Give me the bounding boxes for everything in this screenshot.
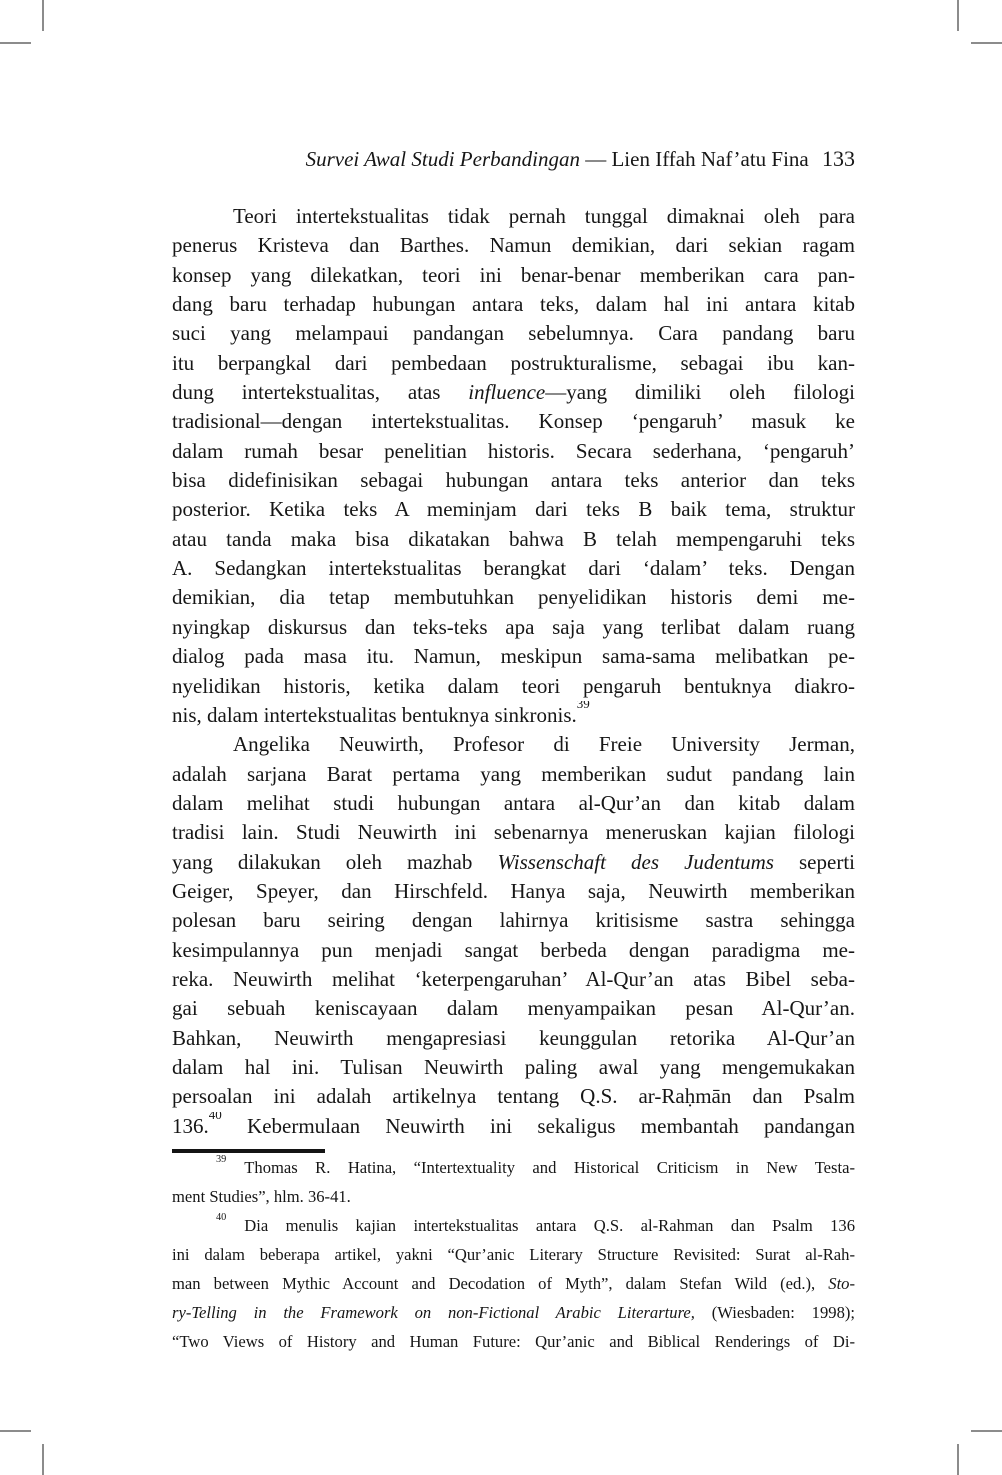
text-run: man between Mythic Account and Decodation of Myth”, dalam Stefan Wild (ed.),	[172, 1274, 829, 1293]
text-run: penerus Kristeva dan Barthes. Namun demikian, dari sekian ragam	[172, 233, 855, 258]
text-run: polesan baru seiring dengan lahirnya kritisisme sastra sehingga	[172, 908, 855, 933]
crop-mark-top-right-vertical	[957, 0, 959, 31]
text-line	[172, 818, 855, 847]
text-line	[172, 319, 855, 348]
text-run: nis, dalam intertekstualitas bentuknya sinkronis.	[172, 702, 577, 727]
crop-mark-top-left-horizontal	[0, 42, 31, 44]
crop-mark-top-right-horizontal	[971, 42, 1002, 44]
text-line	[172, 290, 855, 319]
text-line	[172, 525, 855, 554]
text-run: itu berpangkal dari pembedaan postrukturalisme, sebagai ibu kan-	[172, 350, 855, 375]
text-run: tradisi lain. Studi Neuwirth ini sebenarnya meneruskan kajian filologi	[172, 820, 855, 845]
text-run: tradisional—dengan intertekstualitas. Konsep ‘pengaruh’ masuk ke	[172, 409, 855, 434]
text-run: suci yang melampaui pandangan sebelumnya. Cara pandang baru	[172, 321, 855, 346]
text-line	[172, 906, 855, 935]
text-line	[172, 760, 855, 789]
text-run: Angelika Neuwirth, Profesor di Freie University Jerman,	[233, 732, 855, 757]
text-run: ment Studies”, hlm. 36-41.	[172, 1187, 351, 1206]
running-header-separator: —	[585, 147, 607, 171]
footnote-39	[172, 1153, 855, 1211]
body-paragraph-2	[172, 730, 855, 1141]
running-header-author: Lien Iffah Naf’atu Fina	[611, 147, 809, 171]
text-run: bisa didefinisikan sebagai hubungan antara teks anterior dan teks	[172, 468, 855, 493]
text-run: Dia menulis kajian intertekstualitas antara Q.S. al-Rahman dan Psalm 136	[244, 1216, 855, 1235]
text-line	[172, 202, 855, 231]
text-run: Wissenschaft des Judentums	[497, 849, 774, 874]
footnote-ref: 39	[216, 1153, 227, 1165]
crop-mark-bottom-right-horizontal	[971, 1430, 1002, 1432]
text-run: dalam rumah besar penelitian historis. Secara sederhana, ‘pengaruh’	[172, 438, 855, 463]
crop-mark-top-left-vertical	[42, 0, 44, 31]
crop-mark-bottom-left-horizontal	[0, 1430, 31, 1432]
text-run: Geiger, Speyer, dan Hirschfeld. Hanya saja, Neuwirth memberikan	[172, 878, 855, 903]
text-line	[172, 378, 855, 407]
text-run: dalam hal ini. Tulisan Neuwirth paling awal yang mengemukakan	[172, 1054, 855, 1079]
text-run: gai sebuah keniscayaan dalam menyampaikan pesan Al-Qur’an.	[172, 996, 855, 1021]
text-line	[172, 672, 855, 701]
text-line	[172, 1182, 855, 1211]
text-line	[172, 1240, 855, 1269]
text-line	[172, 1211, 855, 1240]
text-run: adalah sarjana Barat pertama yang memberikan sudut pandang lain	[172, 761, 855, 786]
text-run: demikian, dia tetap membutuhkan penyelidikan historis demi me-	[172, 585, 855, 610]
text-run: 136.	[172, 1113, 209, 1138]
page-number: 133	[822, 146, 855, 171]
text-line	[172, 877, 855, 906]
text-line	[172, 349, 855, 378]
text-line	[172, 936, 855, 965]
text-line	[172, 848, 855, 877]
text-run: persoalan ini adalah artikelnya tentang Q.S. ar-Raḥmān dan Psalm	[172, 1084, 855, 1109]
text-run: —yang dimiliki oleh filologi	[545, 380, 855, 405]
text-run: reka. Neuwirth melihat ‘keterpengaruhan’ Al-Qur’an atas Bibel seba-	[172, 966, 855, 991]
text-run: seperti	[773, 849, 855, 874]
text-line	[172, 583, 855, 612]
text-run: Thomas R. Hatina, “Intertextuality and Historical Criticism in New Testa-	[244, 1158, 855, 1177]
text-run: ry-Telling in the Framework on non-Fictional Arabic Literarture,	[172, 1303, 695, 1322]
crop-mark-bottom-left-vertical	[42, 1444, 44, 1475]
text-run: posterior. Ketika teks A meminjam dari teks B baik tema, struktur	[172, 497, 855, 522]
text-run: Kebermulaan Neuwirth ini sekaligus membantah pandangan	[221, 1113, 855, 1138]
text-run: dung intertekstualitas, atas	[172, 380, 469, 405]
text-run: dalam melihat studi hubungan antara al-Qur’an dan kitab dalam	[172, 790, 855, 815]
text-line	[172, 789, 855, 818]
text-run: kesimpulannya pun menjadi sangat berbeda dengan paradigma me-	[172, 937, 855, 962]
text-line	[172, 495, 855, 524]
text-line	[172, 1153, 855, 1182]
text-run: dang baru terhadap hubungan antara teks, dalam hal ini antara kitab	[172, 292, 855, 317]
footnote-ref: 39	[576, 700, 590, 711]
text-line	[172, 407, 855, 436]
text-run: ini dalam beberapa artikel, yakni “Qur’anic Literary Structure Revisited: Surat al-Rah-	[172, 1245, 855, 1264]
text-line	[172, 1024, 855, 1053]
text-run: A. Sedangkan intertekstualitas berangkat dari ‘dalam’ teks. Dengan	[172, 556, 855, 581]
text-run: Bahkan, Neuwirth mengapresiasi keunggulan retorika Al-Qur’an	[172, 1025, 855, 1050]
text-line	[172, 1327, 855, 1356]
running-header-title: Survei Awal Studi Perbandingan	[305, 147, 580, 171]
text-line	[172, 261, 855, 290]
text-line	[172, 437, 855, 466]
text-line	[172, 1269, 855, 1298]
text-run: dialog pada masa itu. Namun, meskipun sama-sama melibatkan pe-	[172, 644, 855, 669]
text-run: Teori intertekstualitas tidak pernah tunggal dimaknai oleh para	[233, 204, 855, 228]
body-paragraph-1	[172, 202, 855, 730]
text-line	[172, 554, 855, 583]
text-line	[172, 1082, 855, 1111]
text-line	[172, 1298, 855, 1327]
text-line	[172, 642, 855, 671]
text-line	[172, 613, 855, 642]
text-run: influence	[468, 380, 546, 405]
text-run: Sto-	[828, 1274, 855, 1293]
text-line	[172, 1053, 855, 1082]
text-line	[172, 466, 855, 495]
text-run: atau tanda maka bisa dikatakan bahwa B telah mempengaruhi teks	[172, 526, 855, 551]
text-run: yang dilakukan oleh mazhab	[172, 849, 498, 874]
body-text	[172, 202, 855, 1141]
text-run: (Wiesbaden: 1998);	[694, 1303, 855, 1322]
text-run: konsep yang dilekatkan, teori ini benar-benar memberikan cara pan-	[172, 262, 855, 287]
text-line	[172, 965, 855, 994]
running-header	[172, 144, 855, 174]
text-run: nyingkap diskursus dan teks-teks apa saja yang terlibat dalam ruang	[172, 614, 855, 639]
crop-mark-bottom-right-vertical	[957, 1444, 959, 1475]
footnote-ref: 40	[208, 1111, 222, 1122]
text-run: nyelidikan historis, ketika dalam teori pengaruh bentuknya diakro-	[172, 673, 855, 698]
footnote-40	[172, 1211, 855, 1356]
footnote-ref: 40	[216, 1211, 227, 1223]
text-line	[172, 701, 855, 730]
footnotes	[172, 1153, 855, 1356]
text-line	[172, 994, 855, 1023]
text-line	[172, 1112, 855, 1141]
text-line	[172, 231, 855, 260]
text-line	[172, 730, 855, 759]
text-run: “Two Views of History and Human Future: Qur’anic and Biblical Renderings of Di-	[172, 1332, 855, 1351]
